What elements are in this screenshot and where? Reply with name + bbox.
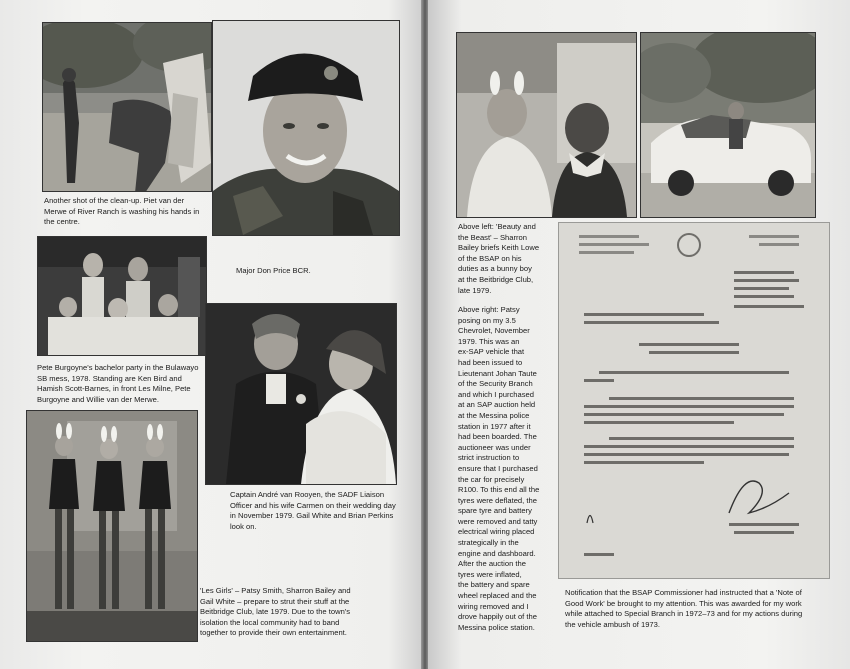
- cleanup-caption: Another shot of the clean-up. Piet van der Merwe of River Ranch is washing his hands in the centre.: [44, 196, 200, 227]
- wedding-photo: [205, 303, 397, 485]
- major-caption: Major Don Price BCR.: [236, 266, 311, 275]
- right-page: [428, 0, 850, 669]
- wedding-caption: Captain André van Rooyen, the SADF Liaison Officer and his wife Carmen on their wedding day in November 1979. Gail White and Brian Perkins look on.: [230, 490, 396, 531]
- bachelor-party-photo: [37, 236, 207, 356]
- chevrolet-photo: [640, 32, 816, 218]
- commendation-document-photo: [558, 222, 830, 579]
- major-portrait-photo: [212, 20, 400, 236]
- left-page: [0, 0, 422, 669]
- beauty-caption: Above left: 'Beauty and the Beast' – Sharron Bailey briefs Keith Lowe of the BSAP on his duties as a bunny boy at the Beitbridge Club, late 1979.: [458, 222, 540, 295]
- cleanup-photo: [42, 22, 212, 192]
- beauty-and-beast-photo: [456, 32, 637, 218]
- notification-caption: Notification that the BSAP Commissioner had instructed that a 'Note of Good Work' be brought to my attention. This was awarded for my work while attached to Special Branch in 1972–73 and for my actions during the vehicle ambush of 1973.: [565, 588, 803, 629]
- bachelor-caption: Pete Burgoyne's bachelor party in the Bulawayo SB mess, 1978. Standing are Ken Bird and Hamish Scott-Barnes, in front Les Milne, Pete Burgoyne and Willie van der Merwe.: [37, 363, 199, 404]
- les-girls-photo: [26, 410, 198, 642]
- patsy-caption: Above right: Patsy posing on my 3.5 Chevrolet, November 1979. This was an ex-SAP vehicle that had been issued to Lieutenant Johan Taute of the Security Branch and which I purchased at an SAP auction held at the Messina police station in 1977 after it had been boarded. The auctioneer was under strict instruction to ensure that I purchased the car for precisely R100. To this end all the tyres were deflated, the spare tyre and battery were removed and tatty electrical wiring placed strategically in the engine and dashboard. After the auction the tyres were inflated, the battery and spare wheel replaced and the wiring removed and I drove happily out of the Messina police station.: [458, 305, 540, 632]
- les-girls-caption: 'Les Girls' – Patsy Smith, Sharron Bailey and Gail White – prepare to strut their stuff at the Beitbridge Club, late 1979. Due to the town's isolation the local community had to band together to provide their own entertainment.: [200, 586, 351, 638]
